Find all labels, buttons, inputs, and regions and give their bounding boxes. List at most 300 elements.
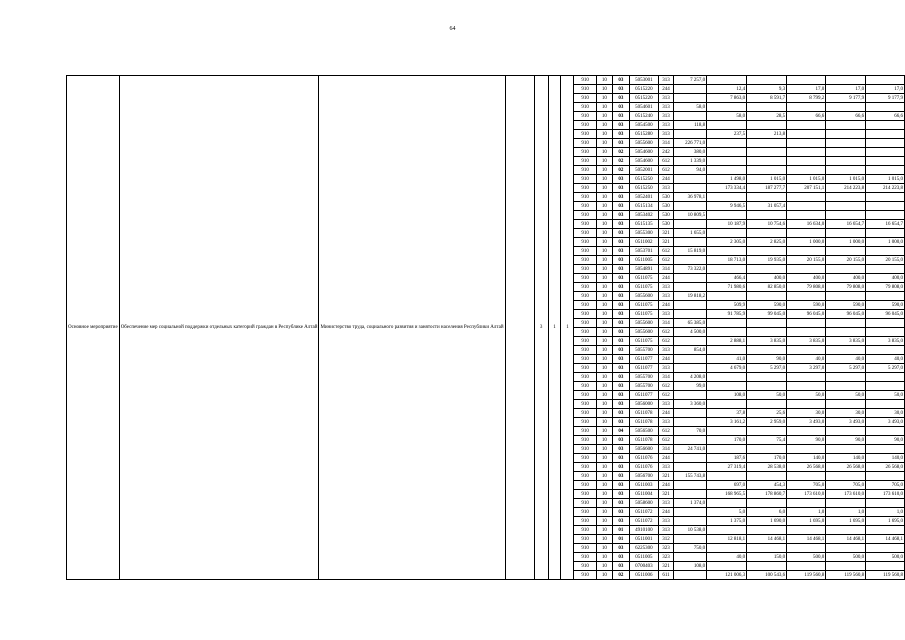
table-cell: 1 695,0 bbox=[866, 517, 905, 526]
table-cell: 5055600 bbox=[629, 328, 658, 337]
table-cell: 30,0 bbox=[866, 409, 905, 418]
table-cell: 466,4 bbox=[707, 274, 747, 283]
table-cell bbox=[674, 184, 707, 193]
table-cell: 5056500 bbox=[629, 427, 658, 436]
table-cell: 119 560,8 bbox=[866, 571, 905, 580]
table-cell bbox=[787, 526, 826, 535]
table-cell: 17,0 bbox=[826, 85, 866, 94]
table-cell bbox=[826, 445, 866, 454]
table-cell: 5 297,0 bbox=[747, 364, 787, 373]
table-cell: 0515220 bbox=[629, 94, 658, 103]
table-cell: 10 bbox=[596, 499, 612, 508]
table-cell: 10 bbox=[596, 301, 612, 310]
table-cell: 03 bbox=[612, 391, 629, 400]
table-cell: 10 bbox=[596, 508, 612, 517]
table-cell: 40,0 bbox=[826, 355, 866, 364]
table-cell: 910 bbox=[574, 328, 596, 337]
table-cell bbox=[674, 409, 707, 418]
table-cell: 0515134 bbox=[629, 202, 658, 211]
table-cell bbox=[674, 481, 707, 490]
table-cell: 454,3 bbox=[747, 481, 787, 490]
table-cell: 5052401 bbox=[629, 193, 658, 202]
table-cell: 96 045,0 bbox=[866, 310, 905, 319]
table-cell: 910 bbox=[574, 175, 596, 184]
table-cell bbox=[707, 265, 747, 274]
table-cell: 03 bbox=[612, 364, 629, 373]
table-cell: 1 000,0 bbox=[826, 238, 866, 247]
table-cell: 910 bbox=[574, 526, 596, 535]
table-cell: 140,0 bbox=[787, 454, 826, 463]
code-cell-b: 1 bbox=[548, 76, 561, 580]
table-cell: 5055600 bbox=[629, 319, 658, 328]
table-cell: 5058600 bbox=[629, 499, 658, 508]
table-cell: 10 bbox=[596, 274, 612, 283]
table-cell: 313 bbox=[658, 283, 673, 292]
blank-cell bbox=[505, 76, 534, 580]
table-cell: 10 bbox=[596, 247, 612, 256]
table-cell bbox=[866, 202, 905, 211]
table-cell: 910 bbox=[574, 391, 596, 400]
table-cell: 9 946,5 bbox=[707, 202, 747, 211]
table-cell: 910 bbox=[574, 535, 596, 544]
table-cell bbox=[866, 292, 905, 301]
table-cell: 612 bbox=[658, 328, 673, 337]
table-cell bbox=[826, 544, 866, 553]
table-cell: 36 978,1 bbox=[674, 193, 707, 202]
table-cell bbox=[826, 472, 866, 481]
table-cell: 79 808,0 bbox=[866, 283, 905, 292]
budget-table bbox=[66, 75, 905, 580]
table-cell: 03 bbox=[612, 436, 629, 445]
table-cell bbox=[826, 157, 866, 166]
table-cell: 1 015,0 bbox=[866, 175, 905, 184]
table-cell: 03 bbox=[612, 328, 629, 337]
table-cell bbox=[787, 382, 826, 391]
table-cell: 1 015,0 bbox=[747, 175, 787, 184]
table-cell bbox=[747, 103, 787, 112]
table-cell: 612 bbox=[658, 391, 673, 400]
table-cell: 910 bbox=[574, 373, 596, 382]
table-cell bbox=[787, 544, 826, 553]
table-cell: 79 808,0 bbox=[826, 283, 866, 292]
table-cell: 03 bbox=[612, 553, 629, 562]
table-cell: 17,0 bbox=[787, 85, 826, 94]
table-cell bbox=[826, 103, 866, 112]
table-cell: 313 bbox=[658, 112, 673, 121]
table-cell: 5056700 bbox=[629, 472, 658, 481]
table-cell: 03 bbox=[612, 103, 629, 112]
table-cell bbox=[747, 346, 787, 355]
table-cell: 910 bbox=[574, 193, 596, 202]
table-cell: 612 bbox=[658, 166, 673, 175]
table-cell: 75,4 bbox=[747, 436, 787, 445]
table-cell bbox=[707, 427, 747, 436]
table-cell bbox=[787, 247, 826, 256]
table-cell: 5053402 bbox=[629, 211, 658, 220]
table-cell: 0511075 bbox=[629, 274, 658, 283]
table-cell bbox=[787, 148, 826, 157]
table-cell: 10 bbox=[596, 283, 612, 292]
table-cell: 10 bbox=[596, 337, 612, 346]
table-cell bbox=[826, 130, 866, 139]
table-cell: 0511006 bbox=[629, 571, 658, 580]
table-cell: 03 bbox=[612, 400, 629, 409]
table-cell: 0515135 bbox=[629, 220, 658, 229]
table-cell bbox=[707, 139, 747, 148]
table-cell: 10 bbox=[596, 211, 612, 220]
table-cell: 910 bbox=[574, 544, 596, 553]
table-cell: 50,0 bbox=[747, 391, 787, 400]
table-cell: 9 177,9 bbox=[866, 94, 905, 103]
table-cell bbox=[747, 76, 787, 85]
table-cell bbox=[787, 265, 826, 274]
table-cell: 590,0 bbox=[787, 301, 826, 310]
table-cell: 313 bbox=[658, 400, 673, 409]
table-cell: 10 bbox=[596, 544, 612, 553]
table-cell bbox=[707, 292, 747, 301]
table-cell bbox=[826, 148, 866, 157]
table-row bbox=[67, 76, 905, 85]
table-cell: 3 835,0 bbox=[866, 337, 905, 346]
table-cell bbox=[787, 472, 826, 481]
code-cell-a: 3 bbox=[534, 76, 548, 580]
table-cell: 03 bbox=[612, 562, 629, 571]
table-cell bbox=[787, 157, 826, 166]
table-cell bbox=[866, 121, 905, 130]
table-cell: 03 bbox=[612, 193, 629, 202]
table-cell: 910 bbox=[574, 355, 596, 364]
table-cell: 20 155,0 bbox=[787, 256, 826, 265]
table-cell: 6225300 bbox=[629, 544, 658, 553]
table-cell: 10 538,0 bbox=[674, 526, 707, 535]
table-cell: 910 bbox=[574, 202, 596, 211]
table-cell: 910 bbox=[574, 166, 596, 175]
table-cell bbox=[787, 346, 826, 355]
table-cell: 03 bbox=[612, 211, 629, 220]
table-cell: 314 bbox=[658, 139, 673, 148]
table-cell: 910 bbox=[574, 319, 596, 328]
table-cell: 5,0 bbox=[707, 508, 747, 517]
table-cell: 910 bbox=[574, 274, 596, 283]
table-cell: 4 679,0 bbox=[707, 364, 747, 373]
table-cell: 313 bbox=[658, 130, 673, 139]
table-cell: 0511003 bbox=[629, 481, 658, 490]
executor-cell: Министерство труда, социального развития и занятости населения Республики Алтай bbox=[319, 76, 505, 580]
table-cell: 10 bbox=[596, 517, 612, 526]
table-cell: 214 223,8 bbox=[866, 184, 905, 193]
table-cell: 910 bbox=[574, 337, 596, 346]
table-cell: 17,0 bbox=[866, 85, 905, 94]
table-cell: 323 bbox=[658, 553, 673, 562]
table-cell: 73 322,0 bbox=[674, 265, 707, 274]
table-cell: 10 bbox=[596, 535, 612, 544]
table-cell bbox=[826, 247, 866, 256]
table-cell: 244 bbox=[658, 301, 673, 310]
table-cell bbox=[747, 427, 787, 436]
table-cell: 3 835,0 bbox=[747, 337, 787, 346]
table-cell: 10 bbox=[596, 418, 612, 427]
table-cell: 1 000,0 bbox=[866, 238, 905, 247]
table-cell: 10 bbox=[596, 103, 612, 112]
table-cell: 910 bbox=[574, 409, 596, 418]
table-cell: 380,0 bbox=[674, 148, 707, 157]
table-cell: 313 bbox=[658, 463, 673, 472]
table-cell: 10 bbox=[596, 310, 612, 319]
table-cell bbox=[866, 472, 905, 481]
table-cell bbox=[707, 499, 747, 508]
table-cell bbox=[826, 202, 866, 211]
table-cell: 2 825,0 bbox=[747, 238, 787, 247]
table-cell: 590,0 bbox=[747, 301, 787, 310]
table-cell: 9,3 bbox=[747, 85, 787, 94]
table-cell: 0511076 bbox=[629, 463, 658, 472]
table-cell bbox=[674, 94, 707, 103]
table-cell bbox=[866, 247, 905, 256]
table-cell: 16 654,7 bbox=[866, 220, 905, 229]
table-cell bbox=[674, 175, 707, 184]
table-cell: 1 339,0 bbox=[674, 157, 707, 166]
table-cell: 121 006,3 bbox=[707, 571, 747, 580]
table-cell: 910 bbox=[574, 301, 596, 310]
table-cell: 910 bbox=[574, 157, 596, 166]
table-cell: 03 bbox=[612, 301, 629, 310]
table-cell bbox=[866, 373, 905, 382]
table-cell: 03 bbox=[612, 121, 629, 130]
table-cell: 313 bbox=[658, 526, 673, 535]
table-cell: 750,0 bbox=[674, 544, 707, 553]
table-cell: 10 bbox=[596, 391, 612, 400]
table-cell: 314 bbox=[658, 373, 673, 382]
table-cell: 0511072 bbox=[629, 517, 658, 526]
table-cell: 910 bbox=[574, 76, 596, 85]
table-cell: 90,0 bbox=[826, 436, 866, 445]
table-cell: 0511002 bbox=[629, 238, 658, 247]
table-cell: 400,0 bbox=[826, 274, 866, 283]
table-cell: 0511078 bbox=[629, 436, 658, 445]
table-cell: 66,6 bbox=[826, 112, 866, 121]
table-cell: 910 bbox=[574, 220, 596, 229]
table-cell: 612 bbox=[658, 382, 673, 391]
table-cell: 910 bbox=[574, 310, 596, 319]
table-cell: 8 799,2 bbox=[787, 94, 826, 103]
table-cell: 03 bbox=[612, 220, 629, 229]
table-cell: 321 bbox=[658, 472, 673, 481]
table-cell bbox=[866, 166, 905, 175]
table-cell bbox=[674, 202, 707, 211]
table-cell: 910 bbox=[574, 364, 596, 373]
table-cell: 910 bbox=[574, 211, 596, 220]
table-cell: 03 bbox=[612, 499, 629, 508]
table-cell: 10 bbox=[596, 427, 612, 436]
table-cell bbox=[674, 220, 707, 229]
table-cell: 19 818,2 bbox=[674, 292, 707, 301]
table-cell: 28 538,0 bbox=[747, 463, 787, 472]
table-cell: 18 713,0 bbox=[707, 256, 747, 265]
table-cell bbox=[747, 139, 787, 148]
table-cell: 530 bbox=[658, 202, 673, 211]
table-cell bbox=[674, 283, 707, 292]
table-cell: 90,0 bbox=[747, 355, 787, 364]
table-cell: 12,4 bbox=[707, 85, 747, 94]
table-cell: 10 bbox=[596, 436, 612, 445]
table-cell: 3 835,0 bbox=[826, 337, 866, 346]
table-cell bbox=[787, 562, 826, 571]
table-cell bbox=[707, 382, 747, 391]
table-cell: 9 177,9 bbox=[826, 94, 866, 103]
table-cell: 0511005 bbox=[629, 553, 658, 562]
table-cell bbox=[826, 526, 866, 535]
table-cell: 244 bbox=[658, 481, 673, 490]
table-cell: 910 bbox=[574, 382, 596, 391]
table-cell: 90,0 bbox=[787, 436, 826, 445]
table-cell: 910 bbox=[574, 571, 596, 580]
table-cell bbox=[674, 490, 707, 499]
table-cell: 910 bbox=[574, 463, 596, 472]
table-cell: 4 208,0 bbox=[674, 373, 707, 382]
table-cell: 244 bbox=[658, 274, 673, 283]
table-cell: 854,0 bbox=[674, 346, 707, 355]
table-cell: 530 bbox=[658, 220, 673, 229]
table-cell: 16 634,0 bbox=[787, 220, 826, 229]
table-cell: 173 334,4 bbox=[707, 184, 747, 193]
table-cell: 01 bbox=[612, 526, 629, 535]
table-cell bbox=[747, 382, 787, 391]
table-cell bbox=[747, 400, 787, 409]
table-cell: 3 493,0 bbox=[826, 418, 866, 427]
table-cell: 10 bbox=[596, 490, 612, 499]
table-cell: 10 bbox=[596, 526, 612, 535]
table-cell: 10 bbox=[596, 328, 612, 337]
table-cell bbox=[866, 562, 905, 571]
table-cell: 910 bbox=[574, 562, 596, 571]
table-cell: 313 bbox=[658, 292, 673, 301]
table-cell: 02 bbox=[612, 571, 629, 580]
table-cell: 3 835,0 bbox=[787, 337, 826, 346]
table-cell bbox=[826, 292, 866, 301]
table-cell: 58,0 bbox=[707, 112, 747, 121]
table-cell: 314 bbox=[658, 265, 673, 274]
table-cell: 10 bbox=[596, 355, 612, 364]
table-cell bbox=[826, 121, 866, 130]
table-cell: 5054500 bbox=[629, 121, 658, 130]
table-cell: 10 bbox=[596, 400, 612, 409]
table-cell: 3 493,0 bbox=[866, 418, 905, 427]
table-cell: 0511075 bbox=[629, 301, 658, 310]
table-cell: 313 bbox=[658, 346, 673, 355]
table-cell bbox=[747, 121, 787, 130]
table-cell bbox=[707, 400, 747, 409]
table-cell bbox=[707, 229, 747, 238]
table-cell: 910 bbox=[574, 517, 596, 526]
table-cell: 03 bbox=[612, 418, 629, 427]
table-cell: 03 bbox=[612, 544, 629, 553]
table-cell: 10 bbox=[596, 409, 612, 418]
table-cell bbox=[787, 427, 826, 436]
table-cell bbox=[866, 148, 905, 157]
table-cell: 5052001 bbox=[629, 166, 658, 175]
table-cell: 590,0 bbox=[826, 301, 866, 310]
table-cell: 910 bbox=[574, 103, 596, 112]
table-cell bbox=[787, 202, 826, 211]
table-cell: 10 bbox=[596, 346, 612, 355]
table-cell bbox=[707, 193, 747, 202]
table-cell bbox=[826, 382, 866, 391]
table-cell bbox=[707, 445, 747, 454]
table-cell: 10 bbox=[596, 112, 612, 121]
table-cell bbox=[674, 436, 707, 445]
table-cell: 0511078 bbox=[629, 409, 658, 418]
table-cell: 118,8 bbox=[674, 121, 707, 130]
table-cell: 910 bbox=[574, 265, 596, 274]
table-cell: 4910100 bbox=[629, 526, 658, 535]
table-cell: 5 297,0 bbox=[866, 364, 905, 373]
table-cell bbox=[707, 373, 747, 382]
table-cell: 108,0 bbox=[674, 562, 707, 571]
table-cell bbox=[707, 103, 747, 112]
table-cell: 323 bbox=[658, 544, 673, 553]
table-cell: 321 bbox=[658, 238, 673, 247]
table-cell: 10 bbox=[596, 166, 612, 175]
table-cell: 30,0 bbox=[826, 409, 866, 418]
table-cell: 173 610,0 bbox=[826, 490, 866, 499]
table-cell: 314 bbox=[658, 319, 673, 328]
table-cell: 03 bbox=[612, 85, 629, 94]
table-cell: 1 375,0 bbox=[707, 517, 747, 526]
table-cell: 321 bbox=[658, 562, 673, 571]
table-cell: 313 bbox=[658, 121, 673, 130]
table-cell bbox=[747, 166, 787, 175]
table-cell bbox=[866, 328, 905, 337]
table-cell: 173 610,0 bbox=[787, 490, 826, 499]
table-cell: 910 bbox=[574, 247, 596, 256]
table-cell: 50,0 bbox=[826, 391, 866, 400]
table-cell: 03 bbox=[612, 337, 629, 346]
table-cell: 244 bbox=[658, 355, 673, 364]
table-cell: 1 498,0 bbox=[707, 175, 747, 184]
table-cell: 03 bbox=[612, 130, 629, 139]
table-cell: 5054600 bbox=[629, 148, 658, 157]
table-cell: 170,0 bbox=[747, 454, 787, 463]
table-cell: 0515280 bbox=[629, 130, 658, 139]
table-cell: 66,6 bbox=[866, 112, 905, 121]
table-cell: 313 bbox=[658, 517, 673, 526]
table-cell bbox=[674, 85, 707, 94]
table-cell bbox=[707, 211, 747, 220]
table-cell: 03 bbox=[612, 310, 629, 319]
table-cell bbox=[866, 211, 905, 220]
table-cell: 5056600 bbox=[629, 445, 658, 454]
table-cell: 12 818,1 bbox=[707, 535, 747, 544]
table-cell bbox=[707, 328, 747, 337]
table-cell bbox=[826, 193, 866, 202]
table-cell: 82 850,0 bbox=[747, 283, 787, 292]
table-cell bbox=[707, 472, 747, 481]
table-cell: 0511072 bbox=[629, 508, 658, 517]
table-cell: 14 468,1 bbox=[866, 535, 905, 544]
table-cell: 207 151,1 bbox=[787, 184, 826, 193]
table-cell: 10 bbox=[596, 373, 612, 382]
table-cell bbox=[747, 544, 787, 553]
page-number: 64 bbox=[449, 26, 456, 32]
table-cell: 5055700 bbox=[629, 346, 658, 355]
table-cell bbox=[707, 526, 747, 535]
table-cell: 3 297,0 bbox=[787, 364, 826, 373]
table-cell: 910 bbox=[574, 112, 596, 121]
table-cell: 1 695,0 bbox=[826, 517, 866, 526]
table-cell: 1 374,0 bbox=[674, 499, 707, 508]
table-cell: 5053001 bbox=[629, 76, 658, 85]
table-cell: 14 468,1 bbox=[747, 535, 787, 544]
